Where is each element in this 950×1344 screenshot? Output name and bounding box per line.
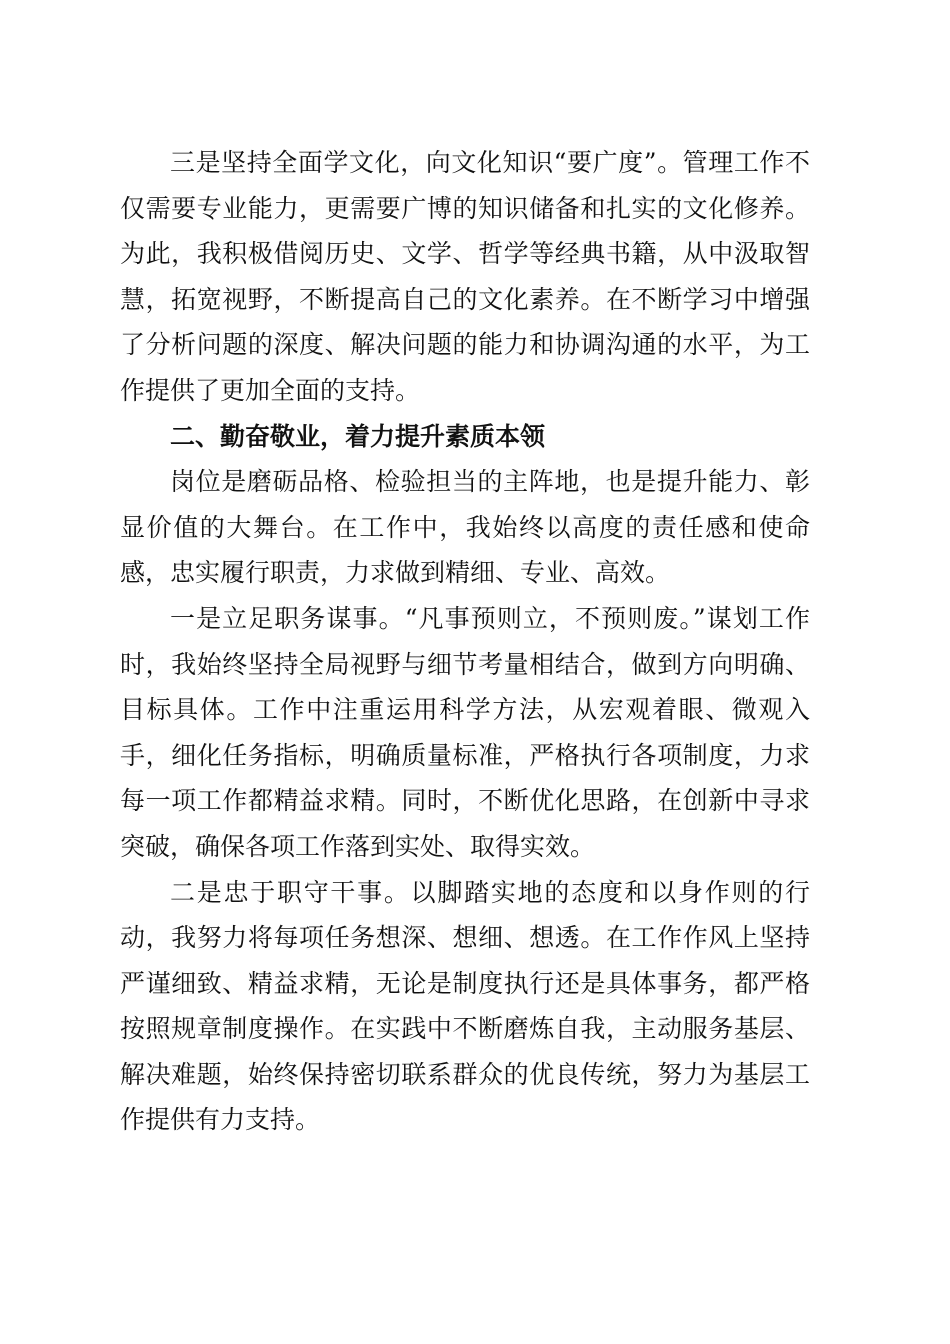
section-heading: 二、勤奋敬业，着力提升素质本领 [170, 421, 546, 451]
paragraph-planning: 一是立足职务谋事。“凡事预则立，不预则废。”谋划工作时，我始终坚持全局视野与细节考量相结合，做到方向明确、目标具体。工作中注重运用科学方法，从宏观着眼、微观入手，细化任务指标，明确质量标准，严格执行各项制度，力求每一项工作都精益求精。同时，不断优化思路，在创新中寻求突破，确保各项工作落到实处、取得实效。 [120, 603, 810, 861]
paragraph-post-intro: 岗位是磨砺品格、检验担当的主阵地，也是提升能力、彰显价值的大舞台。在工作中，我始终以高度的责任感和使命感，忠实履行职责，力求做到精细、专业、高效。 [120, 467, 810, 588]
document-body [120, 140, 810, 1143]
paragraph-duty: 二是忠于职守干事。以脚踏实地的态度和以身作则的行动，我努力将每项任务想深、想细、想透。在工作作风上坚持严谨细致、精益求精，无论是制度执行还是具体事务，都严格按照规章制度操作。在实践中不断磨炼自我，主动服务基层、解决难题，始终保持密切联系群众的优良传统，努力为基层工作提供有力支持。 [120, 877, 810, 1135]
paragraph-culture-study: 三是坚持全面学文化，向文化知识“要广度”。管理工作不仅需要专业能力，更需要广博的知识储备和扎实的文化修养。为此，我积极借阅历史、文学、哲学等经典书籍，从中汲取智慧，拓宽视野，不断提高自己的文化素养。在不断学习中增强了分析问题的深度、解决问题的能力和协调沟通的水平，为工作提供了更加全面的支持。 [120, 148, 810, 405]
